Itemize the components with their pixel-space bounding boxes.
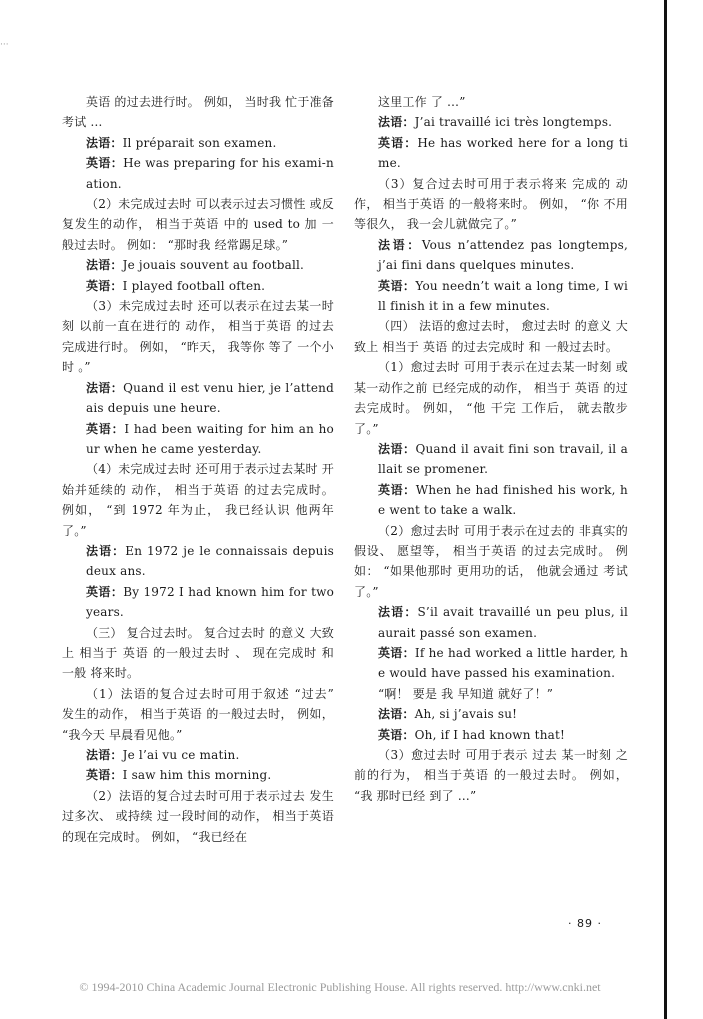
example-sentence: I played football often. [122, 278, 266, 293]
body-paragraph: （2）未完成过去时 可以表示过去习惯性 或反复发生的动作， 相当于英语 中的 used to 加 一 般过去时。 例如： “那时我 经常踢足球。” [62, 197, 334, 252]
right-column [354, 92, 628, 806]
translation-example [354, 276, 628, 317]
language-tag: 法语： [86, 135, 123, 150]
body-paragraph: （3）未完成过去时 还可以表示在过去某一时刻 以前一直在进行的 动作， 相当于英语 的过去完成进行时。 例如， “昨天， 我等你 等了 一个小时 。” [62, 299, 334, 375]
example-sentence: Vous n’attendez pas longtemps, j’ai fini dans quelques minutes. [378, 237, 628, 273]
translation-example [62, 276, 334, 296]
left-column [62, 92, 334, 847]
translation-example [62, 745, 334, 765]
scan-edge-mark: ⋅⋅⋅ [0, 40, 9, 50]
language-tag: 英语： [86, 156, 124, 171]
translation-example [62, 378, 334, 419]
language-tag: 英语： [378, 135, 418, 150]
page-edge-rule [664, 0, 667, 1019]
language-tag: 法语： [378, 115, 415, 130]
language-tag: 法语： [86, 748, 123, 762]
translation-example [354, 602, 628, 643]
example-sentence: Quand il avait fini son travail, il allait se promener. [378, 441, 628, 477]
translation-example [62, 765, 334, 785]
translation-example [62, 419, 334, 460]
translation-example [354, 133, 628, 174]
body-paragraph: （1）法语的复合过去时可用于叙述 “过去” 发生的动作， 相当于英语 的一般过去时， 例如， “我今天 早晨看见他。” [62, 686, 334, 742]
example-sentence: Ah, si j’avais su! [414, 707, 518, 722]
language-tag: 英语： [378, 645, 415, 660]
example-sentence: J’ai travaillé ici très longtemps. [414, 115, 613, 130]
example-sentence: I saw him this morning. [122, 768, 272, 783]
body-paragraph: （四） 法语的愈过去时， 愈过去时 的意义 大致上 相当于 英语 的过去完成时 和 一般过去时。 [354, 319, 628, 354]
language-tag: 法语： [378, 707, 415, 722]
language-tag: 英语： [378, 278, 416, 293]
translation-example [354, 235, 628, 276]
example-sentence: Quand il est venu hier, je l’attendais depuis une heure. [86, 380, 334, 416]
language-tag: 英语： [86, 584, 124, 599]
body-paragraph: （1）愈过去时 可用于表示在过去某一时刻 或某一动作之前 已经完成的动作， 相当于 英语 的过去完成时。 例如， “他 干完 工作后， 就去散步了。” [354, 360, 628, 436]
body-paragraph: （3）复合过去时可用于表示将来 完成的 动作， 相当于英语 的一般将来时。 例如， “你 不用 等很久， 我一会儿就做完了。” [354, 176, 628, 232]
language-tag: 法语： [86, 380, 124, 395]
copyright-footer: © 1994-2010 China Academic Journal Electronic Publishing House. All rights reserved. http://www.cnki.net [79, 980, 601, 994]
translation-example [354, 480, 628, 521]
translation-example [354, 112, 628, 132]
example-sentence: Je jouais souvent au football. [122, 258, 305, 273]
body-paragraph: “啊！ 要是 我 早知道 就好了！” [378, 686, 554, 701]
translation-example [354, 439, 628, 480]
translation-example [354, 643, 628, 684]
body-paragraph: 这里工作 了 …” [378, 95, 466, 109]
example-sentence: You needn’t wait a long time, I will finish it in a few minutes. [378, 278, 628, 314]
body-paragraph: （2）愈过去时 可用于表示在过去的 非真实的假设、 愿望等， 相当于英语 的过去完成时。 例如： “如果他那时 更用功的话， 他就会通过 考试 了。” [354, 523, 628, 599]
body-paragraph: （4）未完成过去时 还可用于表示过去某时 开始并延续的 动作， 相当于英语 的过去完成时。 例如， “到 1972 年为止， 我已经认识 他两年了。” [62, 462, 334, 538]
language-tag: 法语： [86, 258, 123, 273]
translation-example [62, 541, 334, 582]
example-sentence: He has worked here for a long time. [378, 135, 628, 171]
language-tag: 法语： [378, 237, 422, 252]
example-sentence: Oh, if I had known that! [414, 727, 566, 742]
translation-example [354, 725, 628, 745]
example-sentence: I had been waiting for him an hour when he came yesterday. [86, 421, 334, 456]
translation-example [62, 255, 334, 275]
page-number: · 89 · [568, 917, 602, 930]
language-tag: 法语： [378, 441, 416, 456]
translation-example [354, 704, 628, 724]
language-tag: 英语： [86, 278, 123, 293]
example-sentence: En 1972 je le connaissais depuis deux ans. [86, 543, 335, 579]
example-sentence: Il préparait son examen. [122, 135, 277, 150]
body-paragraph: （2）法语的复合过去时可用于表示过去 发生过多次、 或持续 过一段时间的动作， 相当于英语 的现在完成时。 例如， “我已经在 [62, 788, 334, 844]
body-paragraph: 英语 的过去进行时。 例如， 当时我 忙于准备 考试 … [62, 95, 334, 130]
example-sentence: By 1972 I had known him for two years. [86, 584, 334, 620]
translation-example [62, 133, 334, 153]
example-sentence: When he had finished his work, he went to take a walk. [378, 482, 628, 518]
translation-example [62, 153, 334, 194]
language-tag: 英语： [378, 482, 416, 497]
body-paragraph: （三） 复合过去时。 复合过去时 的意义 大致上 相当于 英语 的一般过去时 、 现在完成时 和 一般 将来时。 [62, 625, 334, 681]
body-paragraph: （3）愈过去时 可用于表示 过去 某一时刻 之前的行为， 相当于英语 的一般过去时。 例如， “我 那时已经 到了 …” [354, 748, 628, 803]
example-sentence: He was preparing for his exami-nation. [86, 156, 334, 191]
language-tag: 英语： [86, 768, 123, 783]
example-sentence: S’il avait travaillé un peu plus, il aurait passé son examen. [378, 605, 628, 640]
example-sentence: Je l’ai vu ce matin. [122, 748, 240, 762]
language-tag: 英语： [378, 727, 415, 742]
translation-example [62, 582, 334, 623]
language-tag: 法语： [378, 605, 418, 620]
language-tag: 法语： [86, 543, 126, 558]
language-tag: 英语： [86, 421, 125, 436]
example-sentence: If he had worked a little harder, he would have passed his examination. [378, 645, 628, 681]
